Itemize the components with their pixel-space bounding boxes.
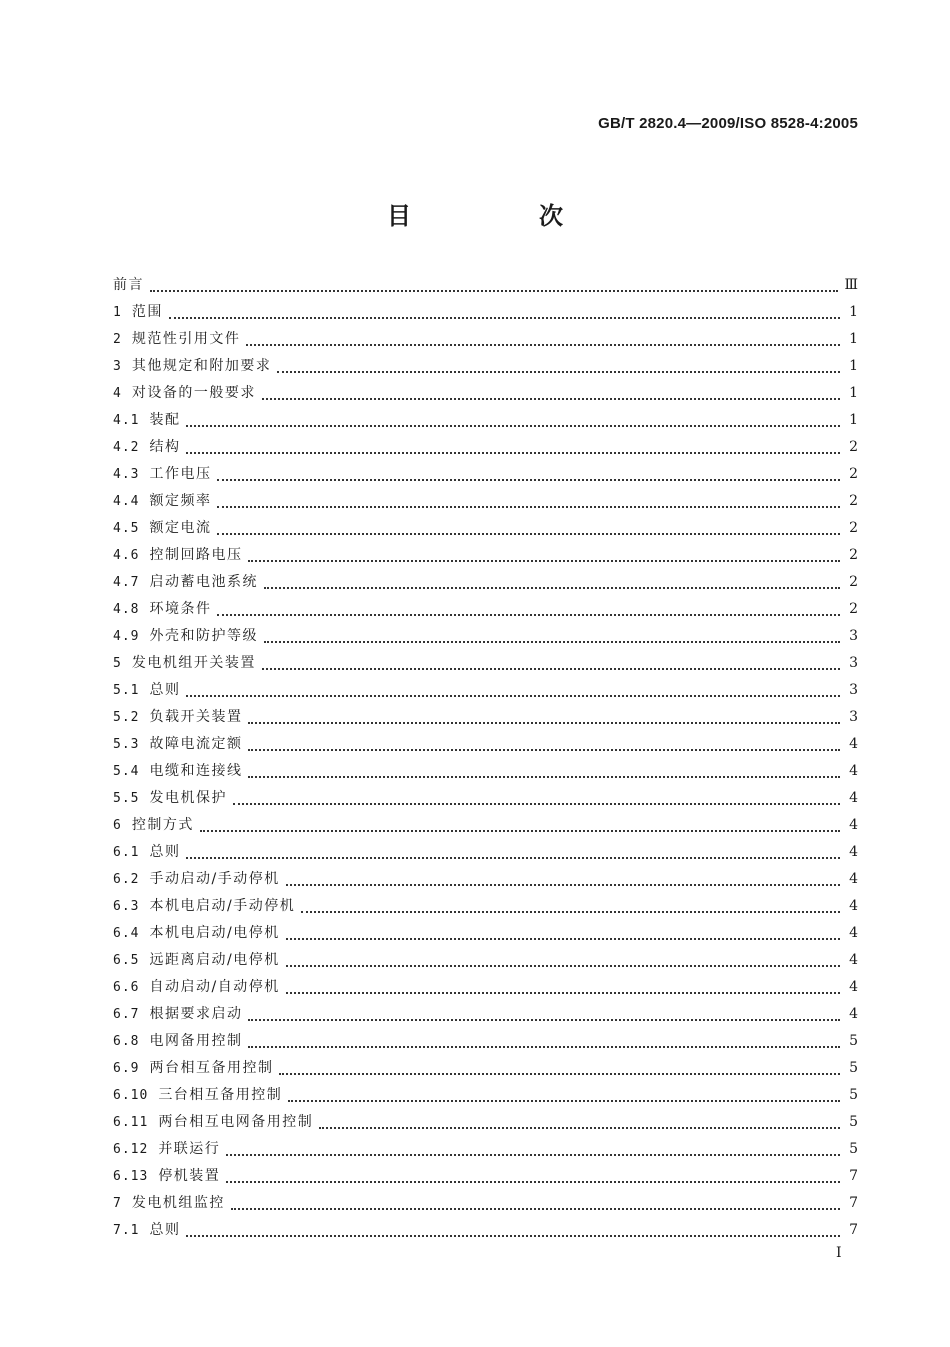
toc-entry-title: 发电机组开关装置 (131, 655, 256, 671)
toc-entry-page: 4 (849, 898, 858, 914)
toc-entry-title: 两台相互备用控制 (149, 1060, 274, 1076)
toc-entry[interactable] (113, 1163, 858, 1190)
toc-entry[interactable] (113, 866, 858, 893)
toc-dot-leader (150, 290, 838, 292)
toc-entry-number: 1 (113, 305, 122, 320)
toc-entry-page: 4 (849, 1006, 858, 1022)
table-of-contents (113, 272, 858, 1244)
toc-entry-title: 环境条件 (149, 601, 212, 617)
toc-entry-number: 4.4 (113, 494, 140, 509)
toc-entry-title: 对设备的一般要求 (131, 385, 256, 401)
toc-entry-title: 电缆和连接线 (149, 763, 243, 779)
toc-entry[interactable] (113, 272, 858, 299)
toc-entry-number: 4.9 (113, 629, 140, 644)
toc-entry[interactable] (113, 488, 858, 515)
toc-entry-page: 4 (849, 925, 858, 941)
toc-entry-page: 3 (849, 628, 858, 644)
toc-dot-leader (248, 1046, 840, 1048)
page-number: I (836, 1245, 842, 1261)
toc-entry-title: 总则 (149, 682, 181, 698)
toc-entry[interactable] (113, 434, 858, 461)
toc-dot-leader (286, 992, 840, 994)
toc-entry-number: 4.5 (113, 521, 140, 536)
toc-entry-page: 5 (849, 1141, 858, 1157)
toc-entry[interactable] (113, 974, 858, 1001)
toc-entry-title: 负载开关装置 (149, 709, 243, 725)
toc-entry-title: 范围 (131, 304, 163, 320)
toc-entry[interactable] (113, 1082, 858, 1109)
toc-entry[interactable] (113, 1109, 858, 1136)
toc-entry-title: 额定频率 (149, 493, 212, 509)
toc-dot-leader (319, 1127, 840, 1129)
toc-entry-page: 5 (849, 1060, 858, 1076)
toc-entry-page: 4 (849, 952, 858, 968)
toc-dot-leader (217, 614, 840, 616)
toc-entry-number: 6.4 (113, 926, 140, 941)
toc-entry-title: 规范性引用文件 (131, 331, 241, 347)
toc-dot-leader (200, 830, 840, 832)
toc-entry-number: 6.7 (113, 1007, 140, 1022)
toc-dot-leader (286, 938, 840, 940)
toc-entry-page: 3 (849, 709, 858, 725)
toc-entry[interactable] (113, 569, 858, 596)
toc-entry-page: 5 (849, 1114, 858, 1130)
toc-entry-page: 5 (849, 1087, 858, 1103)
toc-dot-leader (248, 749, 840, 751)
toc-entry-page: 4 (849, 979, 858, 995)
toc-entry-number: 5 (113, 656, 122, 671)
toc-entry-number: 5.1 (113, 683, 140, 698)
toc-dot-leader (286, 884, 840, 886)
toc-dot-leader (186, 857, 840, 859)
toc-entry-number: 6.2 (113, 872, 140, 887)
toc-entry-title: 外壳和防护等级 (149, 628, 258, 644)
toc-entry[interactable] (113, 299, 858, 326)
toc-entry[interactable] (113, 947, 858, 974)
toc-entry-page: 7 (849, 1195, 858, 1211)
toc-dot-leader (231, 1208, 840, 1210)
toc-entry-title: 停机装置 (158, 1168, 221, 1184)
toc-dot-leader (169, 317, 840, 319)
toc-entry-title: 发电机组监控 (131, 1195, 225, 1211)
toc-entry[interactable] (113, 623, 858, 650)
toc-entry-title: 装配 (149, 412, 181, 428)
toc-entry-page: 1 (849, 358, 858, 374)
toc-entry-page: 2 (849, 466, 858, 482)
toc-dot-leader (248, 560, 840, 562)
toc-dot-leader (248, 776, 840, 778)
toc-entry-page: Ⅲ (844, 277, 858, 293)
toc-entry-page: 3 (849, 682, 858, 698)
toc-entry-page: 4 (849, 844, 858, 860)
toc-entry-title: 启动蓄电池系统 (149, 574, 258, 590)
toc-entry-number: 3 (113, 359, 122, 374)
toc-dot-leader (226, 1181, 840, 1183)
toc-entry-page: 2 (849, 601, 858, 617)
toc-entry[interactable] (113, 1001, 858, 1028)
toc-entry-number: 4.6 (113, 548, 140, 563)
toc-entry[interactable] (113, 704, 858, 731)
toc-entry-number: 4 (113, 386, 122, 401)
toc-dot-leader (217, 506, 840, 508)
toc-entry-number: 6.6 (113, 980, 140, 995)
toc-dot-leader (288, 1100, 840, 1102)
toc-entry-page: 1 (849, 331, 858, 347)
toc-entry-number: 6.13 (113, 1169, 149, 1184)
toc-entry-title: 本机电启动/手动停机 (149, 898, 296, 914)
toc-entry[interactable] (113, 1028, 858, 1055)
toc-entry-number: 6.5 (113, 953, 140, 968)
toc-entry-title: 根据要求启动 (149, 1006, 243, 1022)
toc-dot-leader (262, 398, 840, 400)
toc-entry-page: 5 (849, 1033, 858, 1049)
toc-entry[interactable] (113, 461, 858, 488)
standard-code: GB/T 2820.4—2009/ISO 8528-4:2005 (598, 115, 858, 132)
toc-entry-page: 2 (849, 520, 858, 536)
toc-dot-leader (248, 1019, 840, 1021)
toc-entry[interactable] (113, 1136, 858, 1163)
toc-entry-title: 远距离启动/电停机 (149, 952, 280, 968)
toc-entry[interactable] (113, 1055, 858, 1082)
toc-entry-page: 7 (849, 1168, 858, 1184)
toc-dot-leader (301, 911, 840, 913)
toc-entry[interactable] (113, 785, 858, 812)
toc-entry-number: 7 (113, 1196, 122, 1211)
toc-dot-leader (186, 425, 840, 427)
toc-entry-title: 并联运行 (158, 1141, 221, 1157)
toc-entry[interactable] (113, 326, 858, 353)
toc-entry-title: 结构 (149, 439, 181, 455)
toc-entry[interactable] (113, 515, 858, 542)
toc-entry-number: 6.3 (113, 899, 140, 914)
toc-entry-number: 4.1 (113, 413, 140, 428)
toc-dot-leader (217, 479, 840, 481)
toc-entry-title: 总则 (149, 844, 181, 860)
toc-entry-number: 5.4 (113, 764, 140, 779)
toc-entry-page: 1 (849, 412, 858, 428)
toc-entry-title: 前言 (113, 277, 144, 293)
toc-entry-number: 6.1 (113, 845, 140, 860)
toc-entry-page: 1 (849, 304, 858, 320)
toc-entry-number: 6.11 (113, 1115, 149, 1130)
toc-entry-number: 5.2 (113, 710, 140, 725)
toc-entry[interactable] (113, 596, 858, 623)
toc-entry-number: 6.12 (113, 1142, 149, 1157)
toc-dot-leader (217, 533, 840, 535)
toc-entry-number: 4.8 (113, 602, 140, 617)
toc-entry-page: 3 (849, 655, 858, 671)
toc-dot-leader (226, 1154, 840, 1156)
toc-dot-leader (279, 1073, 840, 1075)
toc-dot-leader (246, 344, 840, 346)
toc-dot-leader (277, 371, 840, 373)
page-title: 目 次 (387, 202, 615, 230)
toc-entry-page: 2 (849, 493, 858, 509)
toc-dot-leader (186, 1235, 840, 1237)
toc-dot-leader (264, 641, 840, 643)
toc-entry-number: 6 (113, 818, 122, 833)
toc-entry-number: 4.3 (113, 467, 140, 482)
toc-entry-number: 5.5 (113, 791, 140, 806)
toc-entry-page: 2 (849, 574, 858, 590)
toc-dot-leader (286, 965, 840, 967)
toc-entry-number: 6.10 (113, 1088, 149, 1103)
toc-dot-leader (248, 722, 840, 724)
toc-entry[interactable] (113, 839, 858, 866)
toc-entry-title: 发电机保护 (149, 790, 227, 806)
toc-entry-page: 2 (849, 439, 858, 455)
toc-entry-number: 6.9 (113, 1061, 140, 1076)
toc-entry[interactable] (113, 677, 858, 704)
toc-dot-leader (262, 668, 840, 670)
toc-entry[interactable] (113, 407, 858, 434)
toc-entry-page: 4 (849, 790, 858, 806)
toc-entry-number: 5.3 (113, 737, 140, 752)
toc-entry[interactable] (113, 353, 858, 380)
toc-entry-title: 总则 (149, 1222, 181, 1238)
toc-entry-page: 2 (849, 547, 858, 563)
toc-entry-page: 1 (849, 385, 858, 401)
toc-entry[interactable] (113, 731, 858, 758)
toc-entry-number: 7.1 (113, 1223, 140, 1238)
toc-entry-title: 本机电启动/电停机 (149, 925, 280, 941)
toc-entry-page: 4 (849, 736, 858, 752)
toc-entry-title: 其他规定和附加要求 (131, 358, 272, 374)
toc-entry-title: 自动启动/自动停机 (149, 979, 280, 995)
toc-dot-leader (233, 803, 840, 805)
toc-entry-page: 4 (849, 763, 858, 779)
toc-entry-page: 4 (849, 817, 858, 833)
toc-entry-title: 故障电流定额 (149, 736, 243, 752)
toc-entry-page: 4 (849, 871, 858, 887)
toc-dot-leader (264, 587, 840, 589)
toc-entry[interactable] (113, 758, 858, 785)
toc-entry-title: 三台相互备用控制 (158, 1087, 283, 1103)
toc-entry-number: 4.7 (113, 575, 140, 590)
toc-entry-page: 7 (849, 1222, 858, 1238)
toc-entry[interactable] (113, 542, 858, 569)
toc-entry[interactable] (113, 893, 858, 920)
toc-entry-title: 工作电压 (149, 466, 212, 482)
toc-dot-leader (186, 452, 840, 454)
toc-entry[interactable] (113, 650, 858, 677)
toc-dot-leader (186, 695, 840, 697)
toc-entry-title: 控制方式 (131, 817, 194, 833)
toc-entry-number: 2 (113, 332, 122, 347)
toc-entry-title: 两台相互电网备用控制 (158, 1114, 314, 1130)
toc-entry-number: 6.8 (113, 1034, 140, 1049)
toc-entry-title: 控制回路电压 (149, 547, 243, 563)
toc-entry[interactable] (113, 1217, 858, 1244)
toc-entry[interactable] (113, 812, 858, 839)
toc-entry-title: 电网备用控制 (149, 1033, 243, 1049)
toc-entry[interactable] (113, 920, 858, 947)
toc-entry-number: 4.2 (113, 440, 140, 455)
toc-entry[interactable] (113, 1190, 858, 1217)
toc-entry[interactable] (113, 380, 858, 407)
toc-entry-title: 手动启动/手动停机 (149, 871, 280, 887)
toc-entry-title: 额定电流 (149, 520, 212, 536)
